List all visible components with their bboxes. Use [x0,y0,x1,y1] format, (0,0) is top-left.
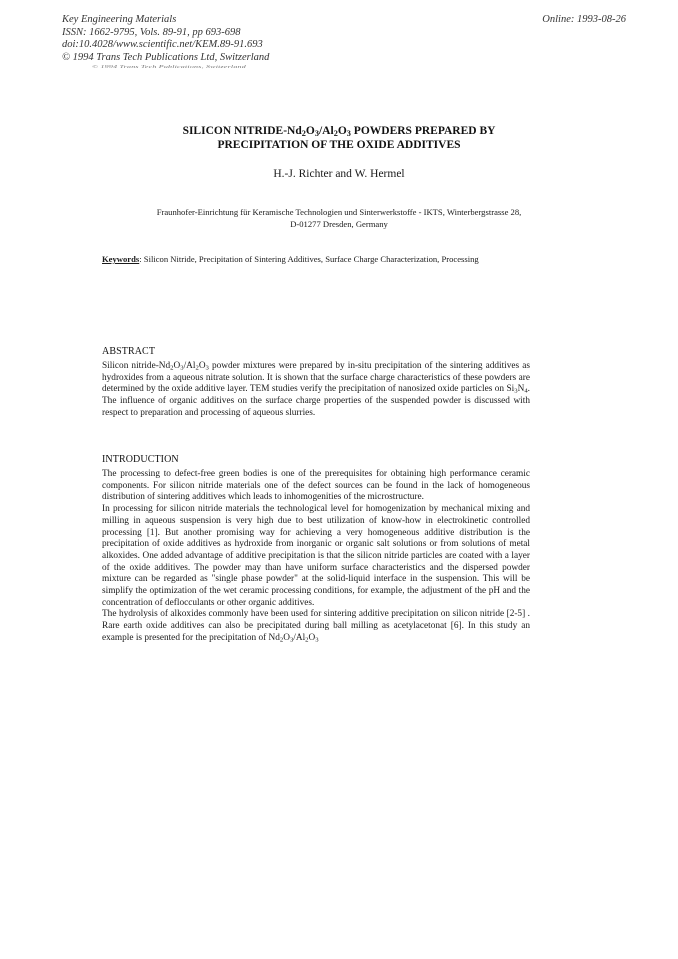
title-line-2: PRECIPITATION OF THE OXIDE ADDITIVES [217,139,461,151]
abstract-paragraph: Silicon nitride-$Nd_2O_3/Al_2O_3$ powder mixtures were prepared by in-situ precipitation of the sintering additives as hydroxides from a aqueous nitrate solution. It is shown that the surface charge characteristics of these powders are determined by the oxide additive layer. TEM studies verify the precipitation of nanosized oxide particles on $Si_3N_4$. The influence of organic additives on the surface charge properties of the suspended powder is discussed with respect to preparation and processing of aqueous slurries. [102,361,530,418]
introduction-heading: INTRODUCTION [102,454,179,465]
abstract-section [102,346,530,420]
keywords-label: Keywords [102,254,140,264]
journal-name: Key Engineering Materials [62,14,177,25]
intro-paragraph-2: In processing for silicon nitride materials the technological level for homogenization by mechanical mixing and milling in aqueous suspension is very high due to best utilization of know-how in electrokinetic controlled processing [1]. But another promising way for achieving a very homogeneous additive distribution is the precipitation of oxide additives as hydroxide from inorganic or organic salt solutions or from solutions of metal alkoxides. One added advantage of additive precipitation is that the silicon nitride particles are coated with a layer of the oxide additives. The powder may than have uniform surface characteristics and the dispersed powder mixture can be regarded as "single phase powder" at the solid-liquid interface in the suspension. This will be simplify the optimization of the wet ceramic processing conditions, for example, the adjustment of the pH and the concentration of deflocculants or other organic additives. [102,504,530,608]
affiliation [80,206,598,230]
keywords-text: : Silicon Nitride, Precipitation of Sintering Additives, Surface Charge Characterization, Processing [139,254,479,264]
journal-copyright: © 1994 Trans Tech Publications Ltd, Switzerland [62,51,270,63]
affiliation-line-1: Fraunhofer-Einrichtung für Keramische Technologien und Sinterwerkstoffe - IKTS, Winterbergstrasse 28, [156,207,522,217]
introduction-section [102,454,530,645]
intro-paragraph-3: The hydrolysis of alkoxides commonly have been used for sintering additive precipitation on silicon nitride [2-5] . Rare earth oxide additives can also be precipitated during ball milling as acetylacetonat [6]. In this study an example is presented for the precipitation of $Nd_2O_3/Al_2O_3$ [102,609,530,644]
affiliation-line-2: D-01277 Dresden, Germany [290,219,388,229]
scanned-copyright-line: © 1994 Trans Tech Publications, Switzerland [92,64,246,69]
keywords [102,254,526,265]
journal-doi: doi:10.4028/www.scientific.net/KEM.89-91.693 [62,39,263,50]
intro-paragraph-1: The processing to defect-free green bodies is one of the prerequisites for obtaining high performance ceramic components. For silicon nitride materials one of the defect sources can be found in the lack of homogeneous distribution of sintering additives which leads to inhomogenities of the microstructure. [102,469,530,503]
online-date: Online: 1993-08-26 [542,14,626,25]
journal-header [62,14,269,64]
authors: H.-J. Richter and W. Hermel [273,168,405,180]
paper-title [0,124,678,152]
journal-issn: ISSN: 1662-9795, Vols. 89-91, pp 693-698 [62,26,241,38]
title-line-1: SILICON NITRIDE-$Nd_2O_3/Al_2O_3$ POWDERS PREPARED BY [182,125,496,139]
abstract-heading: ABSTRACT [102,346,156,357]
